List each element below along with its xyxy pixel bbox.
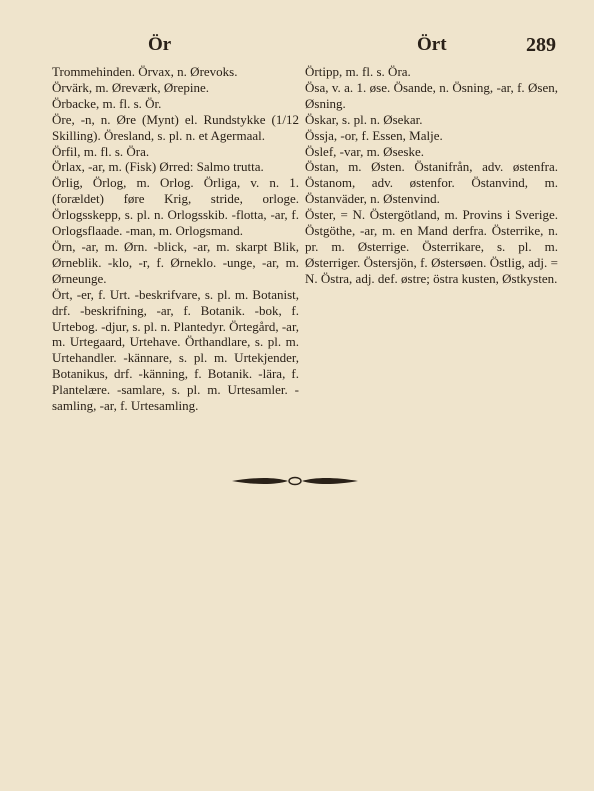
dictionary-entry: Öskar, s. pl. n. Øsekar.: [305, 111, 423, 127]
dictionary-entry: Örvärk, m. Øreværk, Ørepine.: [52, 79, 210, 95]
running-header: [0, 34, 594, 58]
dictionary-entry: Örbacke, m. fl. s. Ör.: [52, 95, 162, 111]
dictionary-entry: Össja, -or, f. Essen, Malje.: [305, 127, 443, 143]
page-number: 289: [526, 34, 556, 56]
dictionary-entry: Örlig, Örlog, m. Orlog. Örliga, v. n. 1. (forældet) føre Krig, stride, orloge. Örlogsskepp, s. pl. n. Orlogsskib. -flotta, -ar, f. Orlogsflaade. -man, m. Orlogsmand.: [52, 175, 299, 239]
left-column: [52, 64, 299, 414]
right-column: [305, 64, 558, 287]
dictionary-entry: Ört, -er, f. Urt. -beskrifvare, s. pl. m. Botanist, drf. -beskrifning, -ar, f. Botanik. -bok, f. Urtebog. -djur, s. pl. n. Plantedyr. Örtegård, -ar, m. Urtegaard, Urtehave. Örthandlare, s. pl. m. Urtehandler. -kännare, s. pl. m. Urtekjender, Botanikus, drf. -känning, f. Botanik. -lära, f. Plantelære. -samlare, s. pl. m. Urtesamler. -samling, -ar, f. Urtesamling.: [52, 286, 299, 414]
dictionary-entry: Örlax, -ar, m. (Fisk) Ørred: Salmo trutta.: [52, 159, 264, 175]
header-left-guide-word: Ör: [148, 34, 172, 55]
dictionary-entry: Trommehinden. Örvax, n. Ørevoks.: [52, 64, 238, 79]
dictionary-entry: Öre, -n, n. Øre (Mynt) el. Rundstykke (1/12 Skilling). Öresland, s. pl. n. et Agermaal.: [52, 111, 299, 143]
dictionary-entry: Öster, = N. Östergötland, m. Provins i Sverige. Östgöthe, -ar, m. en Mand derfra. Österrike, n. pr. m. Østerrige. Österrikare, s. pl. m. Østerriger. Östersjön, f. Østersøen. Östlig, adj. = N. Östra, adj. def. østre; östra kusten, Østkysten.: [305, 207, 558, 286]
ornamental-divider: [230, 474, 360, 488]
dictionary-entry: Örtipp, m. fl. s. Öra.: [305, 64, 411, 79]
header-right-guide-word: Ört: [417, 34, 447, 55]
dictionary-entry: Örfil, m. fl. s. Öra.: [52, 143, 150, 159]
dictionary-entry: Östan, m. Østen. Östanifrån, adv. østenfra. Östanom, adv. østenfor. Östanvind, m. Östanväder, n. Østenvind.: [305, 159, 558, 207]
dictionary-entry: Örn, -ar, m. Ørn. -blick, -ar, m. skarpt Blik, Ørneblik. -klo, -r, f. Ørneklo. -unge, -ar, m. Ørneunge.: [52, 238, 299, 286]
dictionary-entry: Öslef, -var, m. Øseske.: [305, 143, 424, 159]
dictionary-entry: Ösa, v. a. 1. øse. Ösande, n. Ösning, -ar, f. Øsen, Øsning.: [305, 79, 558, 111]
